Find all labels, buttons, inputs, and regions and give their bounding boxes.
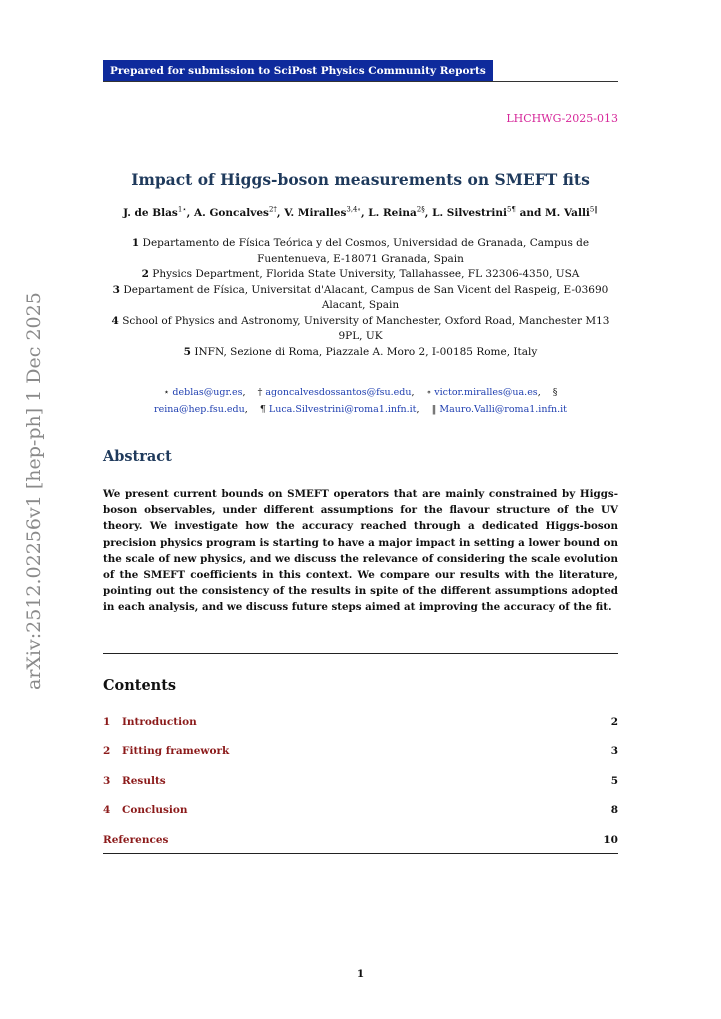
email-marker: ‖ xyxy=(431,404,437,415)
email-link[interactable]: Luca.Silvestrini@roma1.infn.it xyxy=(268,404,417,415)
toc-entry-introduction[interactable]: 1 Introduction 2 xyxy=(103,715,618,728)
page-number: 1 xyxy=(356,968,365,980)
journal-banner: Prepared for submission to SciPost Physics Community Reports xyxy=(103,60,493,82)
contents-heading: Contents xyxy=(103,677,177,694)
affiliation: 3 Departament de Física, Universitat d'Alacant, Campus de San Vicent del Raspeig, E-03690 Alacant, Spain xyxy=(112,283,609,311)
toc-entry-results[interactable]: 3 Results 5 xyxy=(103,774,618,787)
affiliations xyxy=(103,236,618,360)
email-marker: ∘ xyxy=(426,387,432,398)
author: L. Silvestrini$^{5\P}$ and xyxy=(432,205,546,219)
author: M. Valli$^{5‖}$ xyxy=(545,205,598,219)
section-rule xyxy=(103,853,618,854)
author: J. de Blas$^{1⋆}$, xyxy=(123,205,194,219)
affiliation: 1 Departamento de Física Teórica y del Cosmos, Universidad de Granada, Campus de Fuentenueva, E-18071 Granada, Spain xyxy=(131,237,590,265)
email-link[interactable]: victor.miralles@ua.es xyxy=(434,387,538,398)
email-marker: ¶ xyxy=(259,404,266,415)
affiliation: 4 School of Physics and Astronomy, University of Manchester, Oxford Road, Manchester M13 9PL, UK xyxy=(111,314,610,342)
email-marker: ⋆ xyxy=(163,387,170,398)
table-of-contents xyxy=(103,707,618,855)
banner-rule xyxy=(103,81,618,82)
email-link[interactable]: Mauro.Valli@roma1.infn.it xyxy=(439,404,567,415)
report-id: LHCHWG-2025-013 xyxy=(506,112,618,125)
affiliation: 5 INFN, Sezione di Roma, Piazzale A. Moro 2, I-00185 Rome, Italy xyxy=(183,345,538,358)
email-link[interactable]: deblas@ugr.es xyxy=(172,387,243,398)
abstract-heading: Abstract xyxy=(103,448,172,465)
section-rule xyxy=(103,653,618,654)
toc-entry-conclusion[interactable]: 4 Conclusion 8 xyxy=(103,804,618,817)
affiliation: 2 Physics Department, Florida State University, Tallahassee, FL 32306-4350, USA xyxy=(141,268,580,280)
email-marker: † xyxy=(257,387,263,398)
email-link[interactable]: reina@hep.fsu.edu xyxy=(154,404,245,415)
email-marker: § xyxy=(552,387,558,398)
paper-title: Impact of Higgs-boson measurements on SMEFT fits xyxy=(131,170,590,189)
email-list: ⋆ deblas@ugr.es, † agoncalvesdossantos@fsu.edu, ∘ victor.miralles@ua.es, § reina@hep.fsu.edu, ¶ Luca.Silvestrini@roma1.infn.it, ‖ Mauro.Valli@roma1.infn.it xyxy=(154,387,567,415)
author: V. Miralles$^{3,4\circ}$, xyxy=(284,205,369,219)
email-link[interactable]: agoncalvesdossantos@fsu.edu xyxy=(265,387,412,398)
author-list xyxy=(103,205,618,219)
abstract-text: We present current bounds on SMEFT operators that are mainly constrained by Higgs-boson observables, under different assumptions for the flavour structure of the UV theory. We investigate how the accuracy reached through a dedicated Higgs-boson precision physics program is starting to have a major impact in setting a lower bound on the scale of new physics, and we discuss the relevance of considering the scale evolution of the SMEFT coefficients in this context. We compare our results with the literature, pointing out the consistency of the results in spite of the different assumptions adopted in each analysis, and we discuss future steps aimed at improving the accuracy of the fit. xyxy=(103,488,618,614)
arxiv-sidebar-stamp: arXiv:2512.02256v1 [hep-ph] 1 Dec 2025 xyxy=(23,292,45,690)
author: A. Goncalves$^{2\dagger}$, xyxy=(193,205,285,219)
toc-entry-references[interactable]: References 10 xyxy=(103,833,618,846)
author: L. Reina$^{2\S}$, xyxy=(368,205,433,219)
toc-entry-fitting-framework[interactable]: 2 Fitting framework 3 xyxy=(103,745,618,758)
